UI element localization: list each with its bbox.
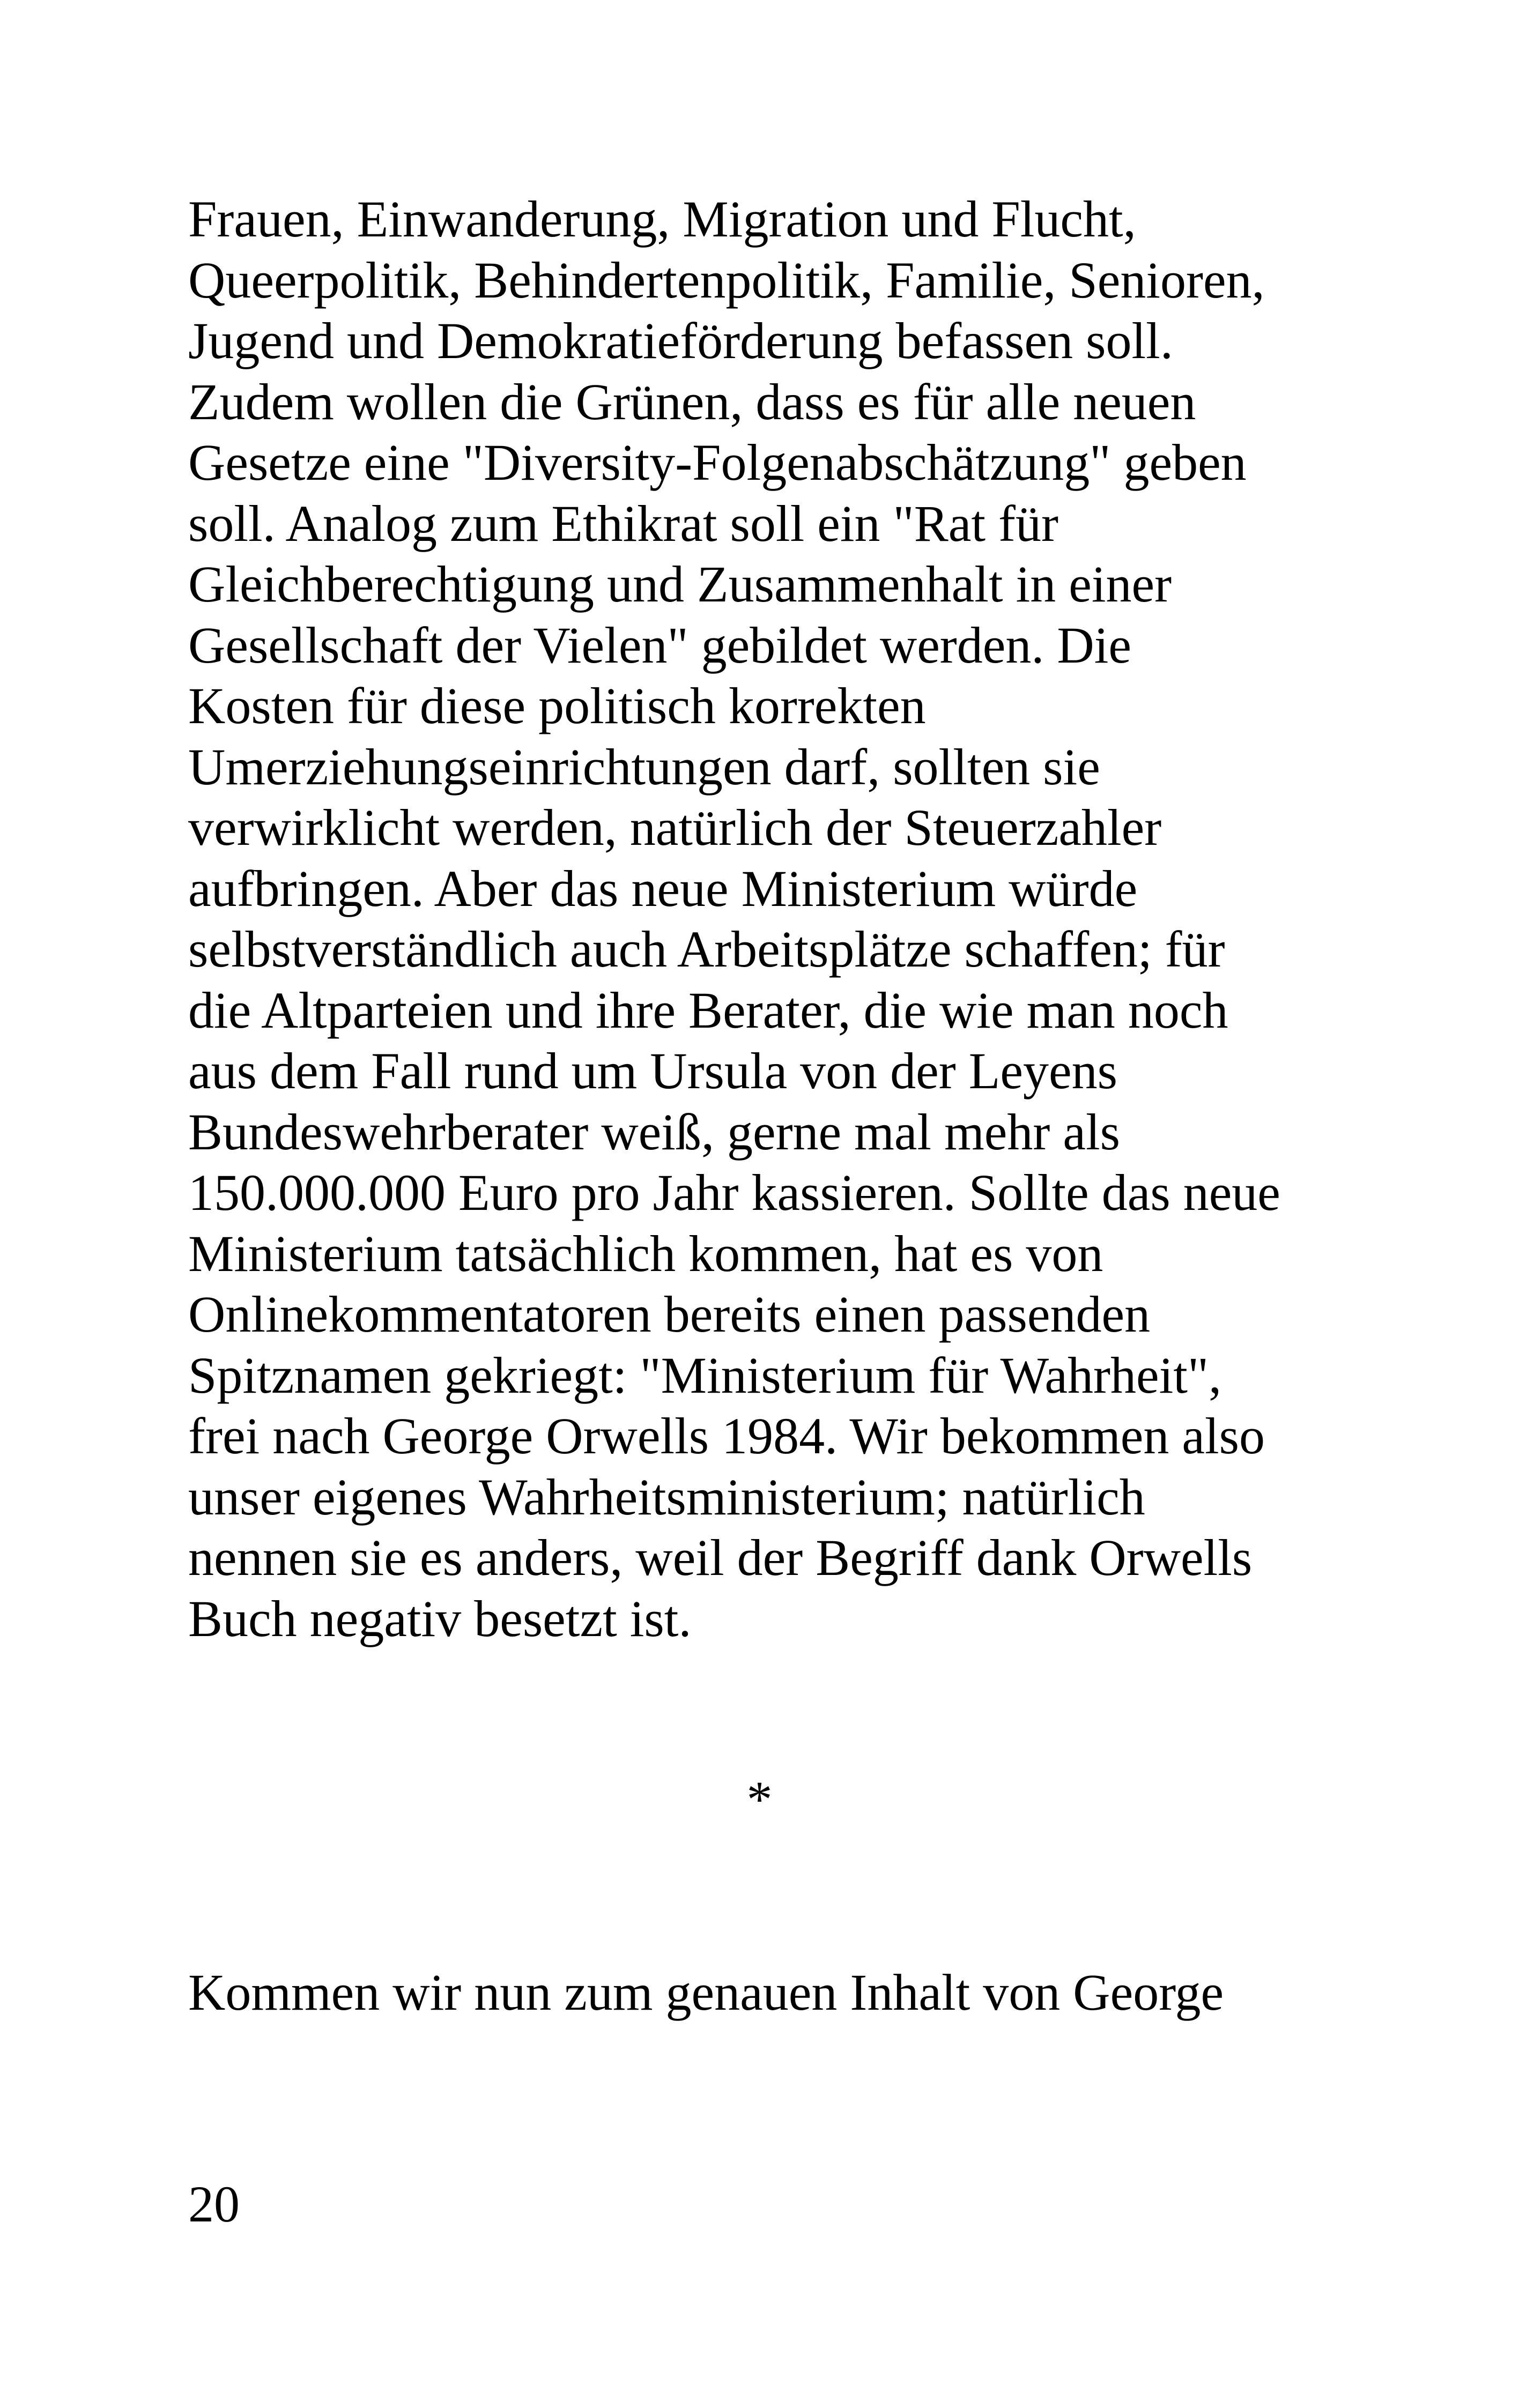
- page-number: 20: [188, 2175, 240, 2233]
- text-line: soll. Analog zum Ethikrat soll ein "Rat für: [188, 494, 1058, 552]
- text-line: Queerpolitik, Behindertenpolitik, Familie, Senioren,: [188, 251, 1265, 309]
- text-line: aus dem Fall rund um Ursula von der Leyens: [188, 1042, 1117, 1099]
- text-line: verwirklicht werden, natürlich der Steuerzahler: [188, 799, 1162, 856]
- section-separator: *: [746, 1771, 773, 1828]
- text-line: aufbringen. Aber das neue Ministerium würde: [188, 859, 1138, 917]
- text-line: selbstverständlich auch Arbeitsplätze schaffen; für: [188, 920, 1225, 978]
- text-line: Jugend und Demokratieförderung befassen soll.: [188, 312, 1173, 369]
- text-line: Frauen, Einwanderung, Migration und Flucht,: [188, 190, 1136, 248]
- body-paragraph: [188, 189, 1368, 1649]
- text-line: Onlinekommentatoren bereits einen passenden: [188, 1285, 1151, 1343]
- text-line: 150.000.000 Euro pro Jahr kassieren. Sollte das neue: [188, 1164, 1280, 1221]
- text-line: Zudem wollen die Grünen, dass es für alle neuen: [188, 373, 1196, 430]
- text-line: Gleichberechtigung und Zusammenhalt in einer: [188, 555, 1172, 613]
- text-line: Umerziehungseinrichtungen darf, sollten sie: [188, 738, 1100, 796]
- text-line: die Altparteien und ihre Berater, die wie man noch: [188, 981, 1228, 1039]
- text-line: nennen sie es anders, weil der Begriff dank Orwells: [188, 1529, 1253, 1586]
- text-line: Buch negativ besetzt ist.: [188, 1589, 692, 1647]
- text-line: Gesellschaft der Vielen" gebildet werden. Die: [188, 616, 1131, 674]
- text-line: frei nach George Orwells 1984. Wir bekommen also: [188, 1407, 1265, 1465]
- text-line: Spitznamen gekriegt: "Ministerium für Wahrheit",: [188, 1346, 1222, 1404]
- text-line: Ministerium tatsächlich kommen, hat es von: [188, 1224, 1103, 1282]
- text-line: Bundeswehrberater weiß, gerne mal mehr als: [188, 1103, 1120, 1161]
- continuation-line: Kommen wir nun zum genauen Inhalt von George: [188, 1964, 1224, 2021]
- text-line: Gesetze eine "Diversity-Folgenabschätzung" geben: [188, 434, 1247, 491]
- text-line: unser eigenes Wahrheitsministerium; natürlich: [188, 1468, 1145, 1526]
- text-line: Kosten für diese politisch korrekten: [188, 677, 926, 734]
